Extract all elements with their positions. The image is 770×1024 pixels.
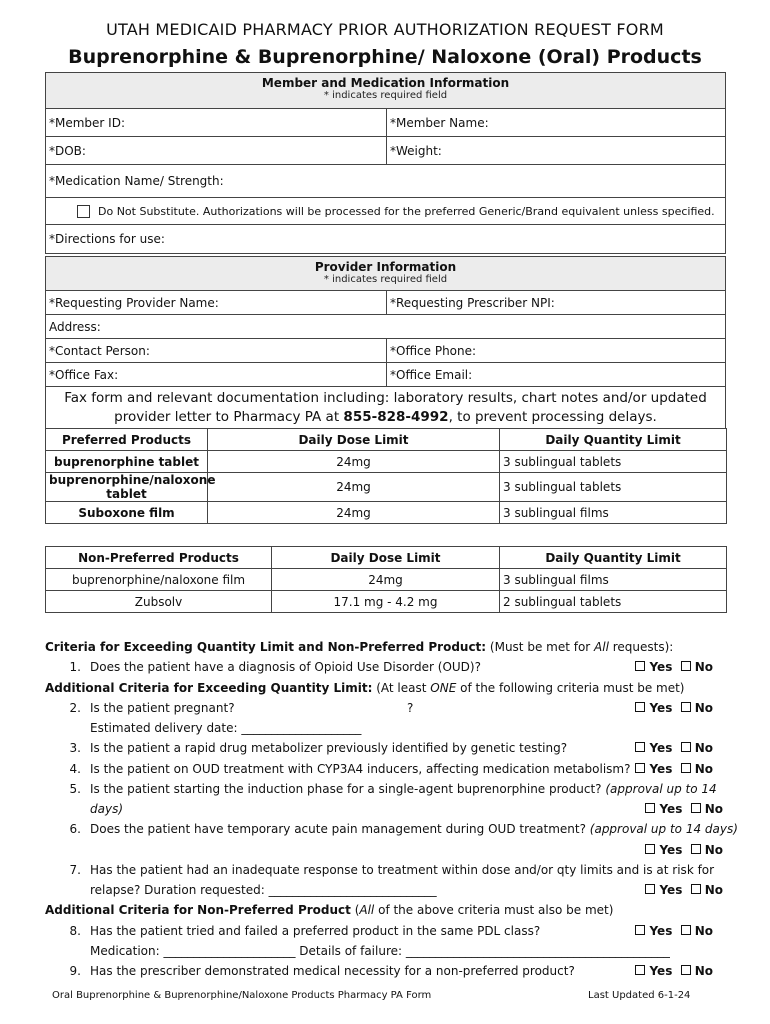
no-checkbox[interactable] bbox=[681, 763, 691, 773]
yes-checkbox[interactable] bbox=[645, 884, 655, 894]
yes-checkbox[interactable] bbox=[645, 803, 655, 813]
yes-checkbox[interactable] bbox=[645, 844, 655, 854]
fax-phone-number: 855-828-4992 bbox=[343, 409, 449, 425]
dose-limit: 24mg bbox=[208, 473, 500, 502]
criteria-heading-quantity: Additional Criteria for Exceeding Quantity Limit: (At least ONE of the following criteria must be met) bbox=[45, 681, 685, 695]
directions-field[interactable]: *Directions for use: bbox=[49, 232, 165, 246]
weight-field[interactable]: *Weight: bbox=[390, 143, 442, 158]
criteria-section: Criteria for Exceeding Quantity Limit and Non-Preferred Product: (Must be met for All requests): 1. Does the patient have a diagnosis of Opioid Use Disorder (OUD)? Yes No Additional Criteria for Exceeding Quantity Limit: (At least ONE of the following criteria must be met) 2. Is the patient pregnant? ? Yes No Estimated delivery date: ____________________ 3. Is the patient a rapid drug metabolizer previously identified by genetic testing? Yes No 4. Is the patient on OUD treatment with CYP3A4 inducers, affecting medication metabolism? Yes No 5. Is the patient starting the induction phase for a single-agent buprenorphine product? (approval up to 14 days) Yes No 6. Does the patient have temporary acute pain management during OUD treatment? (approval up to 14 days) Yes No 7. Has the patient had an inadequate response to treatment within dose and/or qty limits and is at risk for relapse? Duration requested: ____________________________ Yes No Additional Criteria for Non-Preferred Product (All of the above criteria must also be met) 8. Has the patient tried and failed a preferred product in the same PDL class? Yes No Medication: ______________________ Details of failure: ____________________________________________ 9. Has the prescriber demonstrated medical necessity for a non-preferred product? Yes No bbox=[45, 640, 738, 978]
no-checkbox[interactable] bbox=[681, 965, 691, 975]
product-name: buprenorphine tablet bbox=[46, 451, 208, 473]
quantity-limit: 3 sublingual tablets bbox=[500, 473, 727, 502]
contact-person-field[interactable]: *Contact Person: bbox=[46, 339, 387, 362]
quantity-limit: 3 sublingual films bbox=[500, 569, 727, 591]
footer-last-updated: Last Updated 6-1-24 bbox=[588, 990, 691, 1001]
yes-checkbox[interactable] bbox=[635, 742, 645, 752]
provider-section-title: Provider Information bbox=[314, 260, 457, 274]
duration-field[interactable]: relapse? Duration requested: ____________________________ bbox=[90, 883, 437, 897]
dob-field[interactable]: *DOB: bbox=[46, 137, 387, 164]
quantity-limit: 3 sublingual films bbox=[500, 502, 727, 524]
provider-name-field[interactable]: *Requesting Provider Name: bbox=[46, 291, 387, 314]
criteria-heading-all: Criteria for Exceeding Quantity Limit and Non-Preferred Product: (Must be met for All requests): bbox=[45, 640, 674, 654]
member-section-title: Member and Medication Information bbox=[261, 76, 510, 90]
column-header: Daily Dose Limit bbox=[208, 429, 500, 451]
member-name-field[interactable]: *Member Name: bbox=[390, 115, 489, 130]
footer-form-name: Oral Buprenorphine & Buprenorphine/Naloxone Products Pharmacy PA Form bbox=[52, 990, 432, 1001]
quantity-limit: 2 sublingual tablets bbox=[500, 591, 727, 613]
no-checkbox[interactable] bbox=[681, 742, 691, 752]
fax-line-2: provider letter to Pharmacy PA at 855-828-4992, to prevent processing delays. bbox=[114, 409, 657, 425]
quantity-limit: 3 sublingual tablets bbox=[500, 451, 727, 473]
no-checkbox[interactable] bbox=[681, 702, 691, 712]
dose-limit: 17.1 mg - 4.2 mg bbox=[272, 591, 500, 613]
product-name: buprenorphine/naloxone film bbox=[46, 569, 272, 591]
no-checkbox[interactable] bbox=[691, 844, 701, 854]
required-note: * indicates required field bbox=[323, 274, 448, 285]
dose-limit: 24mg bbox=[208, 451, 500, 473]
product-name: Suboxone film bbox=[46, 502, 208, 524]
address-field[interactable]: Address: bbox=[49, 319, 101, 334]
column-header: Preferred Products bbox=[46, 429, 208, 451]
member-id-field[interactable]: *Member ID: bbox=[46, 109, 387, 136]
product-name: Zubsolv bbox=[46, 591, 272, 613]
yes-checkbox[interactable] bbox=[635, 925, 645, 935]
form-subtitle: Buprenorphine & Buprenorphine/ Naloxone (Oral) Products bbox=[68, 46, 702, 68]
criteria-heading-nonpreferred: Additional Criteria for Non-Preferred Product (All of the above criteria must also be met) bbox=[45, 903, 614, 917]
dose-limit: 24mg bbox=[208, 502, 500, 524]
no-checkbox[interactable] bbox=[681, 661, 691, 671]
column-header: Daily Quantity Limit bbox=[500, 429, 727, 451]
yes-checkbox[interactable] bbox=[635, 763, 645, 773]
no-checkbox[interactable] bbox=[691, 884, 701, 894]
no-checkbox[interactable] bbox=[691, 803, 701, 813]
product-name: buprenorphine/naloxone tablet bbox=[46, 473, 208, 502]
form-title: UTAH MEDICAID PHARMACY PRIOR AUTHORIZATION REQUEST FORM bbox=[106, 20, 664, 39]
yes-checkbox[interactable] bbox=[635, 702, 645, 712]
prescriber-npi-field[interactable]: *Requesting Prescriber NPI: bbox=[390, 295, 555, 310]
office-phone-field[interactable]: *Office Phone: bbox=[390, 343, 477, 358]
yes-checkbox[interactable] bbox=[635, 661, 645, 671]
office-email-field[interactable]: *Office Email: bbox=[390, 367, 473, 382]
no-checkbox[interactable] bbox=[681, 925, 691, 935]
yes-checkbox[interactable] bbox=[635, 965, 645, 975]
medication-field[interactable]: *Medication Name/ Strength: bbox=[49, 174, 224, 188]
fax-line-1: Fax form and relevant documentation including: laboratory results, chart notes and/or updated bbox=[64, 390, 707, 406]
column-header: Daily Quantity Limit bbox=[500, 547, 727, 569]
dose-limit: 24mg bbox=[272, 569, 500, 591]
office-fax-field[interactable]: *Office Fax: bbox=[46, 363, 387, 386]
column-header: Daily Dose Limit bbox=[272, 547, 500, 569]
required-note: * indicates required field bbox=[323, 90, 448, 101]
do-not-substitute-label: Do Not Substitute. Authorizations will be processed for the preferred Generic/Brand equivalent unless specified. bbox=[98, 204, 715, 218]
column-header: Non-Preferred Products bbox=[46, 547, 272, 569]
